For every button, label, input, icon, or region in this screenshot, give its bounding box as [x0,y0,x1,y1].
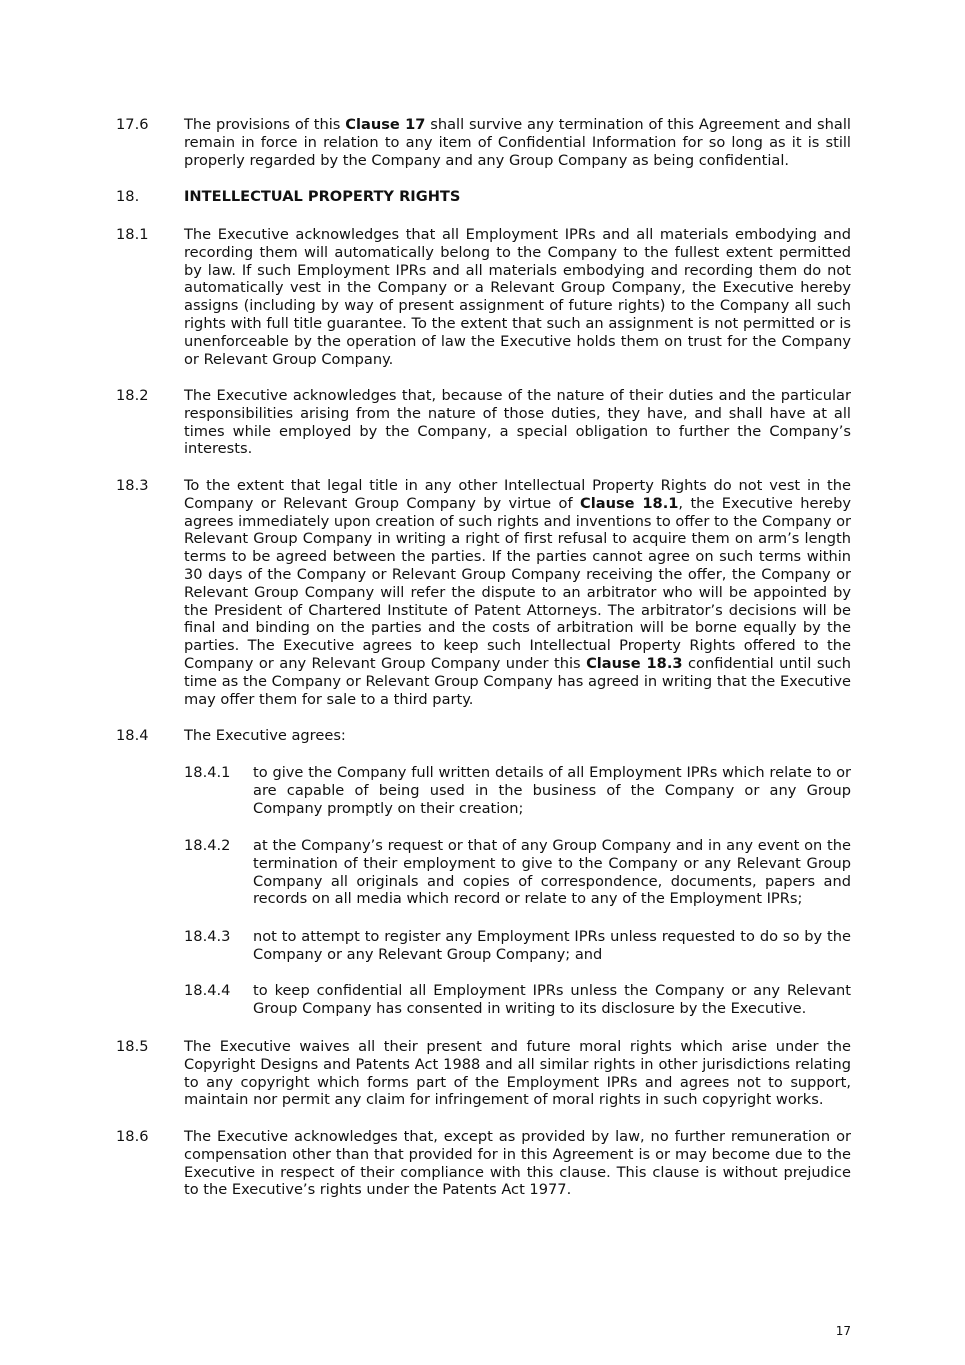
clause-number: 18.6 [116,1128,149,1145]
clause-17-6 [116,116,851,169]
clause-18-4-4 [184,982,851,1018]
subclause-text: at the Company’s request or that of any Group Company and in any event on the termination of their employment to give to the Company or any Relevant Group Company all originals and copies of correspondence, documents, papers and records on all media which record or relate to any of the Employment IPRs; [253,837,851,908]
subclause-text: to keep confidential all Employment IPRs unless the Company or any Relevant Group Company has consented in writing to its disclosure by the Executive. [253,982,851,1017]
subclause-number: 18.4.4 [184,982,231,999]
clause-text: The Executive acknowledges that, except as provided by law, no further remuneration or compensation other than that provided for in this Agreement is or may become due to the Executive in respect of their compliance with this clause. This clause is without prejudice to the Executive’s rights under the Patents Act 1977. [184,1128,851,1199]
clause-number: 18.4 [116,727,149,744]
section-title: INTELLECTUAL PROPERTY RIGHTS [184,188,461,205]
clause-text: The Executive waives all their present and future moral rights which arise under the Copyright Designs and Patents Act 1988 and all similar rights in other jurisdictions relating to any copyright which forms part of the Employment IPRs and agrees not to support, maintain nor permit any claim for infringement of moral rights in such copyright works. [184,1038,851,1109]
page-number: 17 [835,1324,851,1338]
subclause-number: 18.4.3 [184,928,231,945]
clause-18-6 [116,1128,851,1199]
clause-18-3 [116,477,851,708]
clause-reference: Clause 17 [345,116,426,133]
clause-number: 18.5 [116,1038,149,1055]
clause-reference: Clause 18.1 [580,494,679,512]
clause-number: 18.3 [116,477,149,494]
subclause-text: not to attempt to register any Employment IPRs unless requested to do so by the Company or any Relevant Group Company; and [253,928,851,963]
subclause-number: 18.4.1 [184,764,231,781]
clause-18-1 [116,226,851,368]
clause-reference: Clause 18.3 [586,654,683,672]
section-number: 18. [116,188,140,205]
subclause-number: 18.4.2 [184,837,231,854]
clause-18-4 [116,727,851,745]
clause-18-4-2 [184,837,851,908]
clause-text: The Executive acknowledges that all Employment IPRs and all materials embodying and recording them will automatically belong to the Company to the fullest extent permitted by law. If such Employment IPRs and all materials embodying and recording them do not automatically vest in the Company or a Relevant Group Company, the Executive hereby assigns (including by way of present assignment of future rights) to the Company all such rights with full title guarantee. To the extent that such an assignment is not permitted or is unenforceable by the operation of law the Executive holds them on trust for the Company or Relevant Group Company. [184,226,851,368]
subclause-text: to give the Company full written details of all Employment IPRs which relate to or are capable of being used in the business of the Company or any Group Company promptly on their creation; [253,764,851,817]
clause-number: 18.1 [116,226,149,243]
clause-text: The Executive acknowledges that, because of the nature of their duties and the particular responsibilities arising from the nature of those duties, they have, and shall have at all times while employed by the Company, a special obligation to further the Company’s interests. [184,387,851,458]
clause-18-5 [116,1038,851,1109]
clause-18-4-1 [184,764,851,817]
clause-text: The Executive agrees: [184,727,346,744]
clause-18-4-3 [184,928,851,964]
clause-number: 18.2 [116,387,149,404]
clause-text: To the extent that legal title in any other Intellectual Property Rights do not vest in the Company or Relevant Group Company by virtue of Clause 18.1, the Executive hereby agrees immediately upon creation of such rights and inventions to offer to the Company or Relevant Group Company in writing a right of first refusal to acquire them on arm’s length terms to be agreed between the parties. If the parties cannot agree on such terms within 30 days of the Company or Relevant Group Company receiving the offer, the Company or Relevant Group Company will refer the dispute to an arbitrator who will be appointed by the President of Chartered Institute of Patent Attorneys. The arbitrator’s decisions will be final and binding on the parties and the costs of arbitration will be borne equally by the parties. The Executive agrees to keep such Intellectual Property Rights offered to the Company or any Relevant Group Company under this Clause 18.3 confidential until such time as the Company or Relevant Group Company has agreed in writing that the Executive may offer them for sale to a third party. [184,477,852,708]
clause-number: 17.6 [116,116,149,133]
clause-text: The provisions of this Clause 17 shall survive any termination of this Agreement and shall remain in force in relation to any item of Confidential Information for so long as it is still properly regarded by the Company and any Group Company as being confidential. [184,116,851,169]
section-18-heading [116,188,851,206]
clause-18-2 [116,387,851,458]
